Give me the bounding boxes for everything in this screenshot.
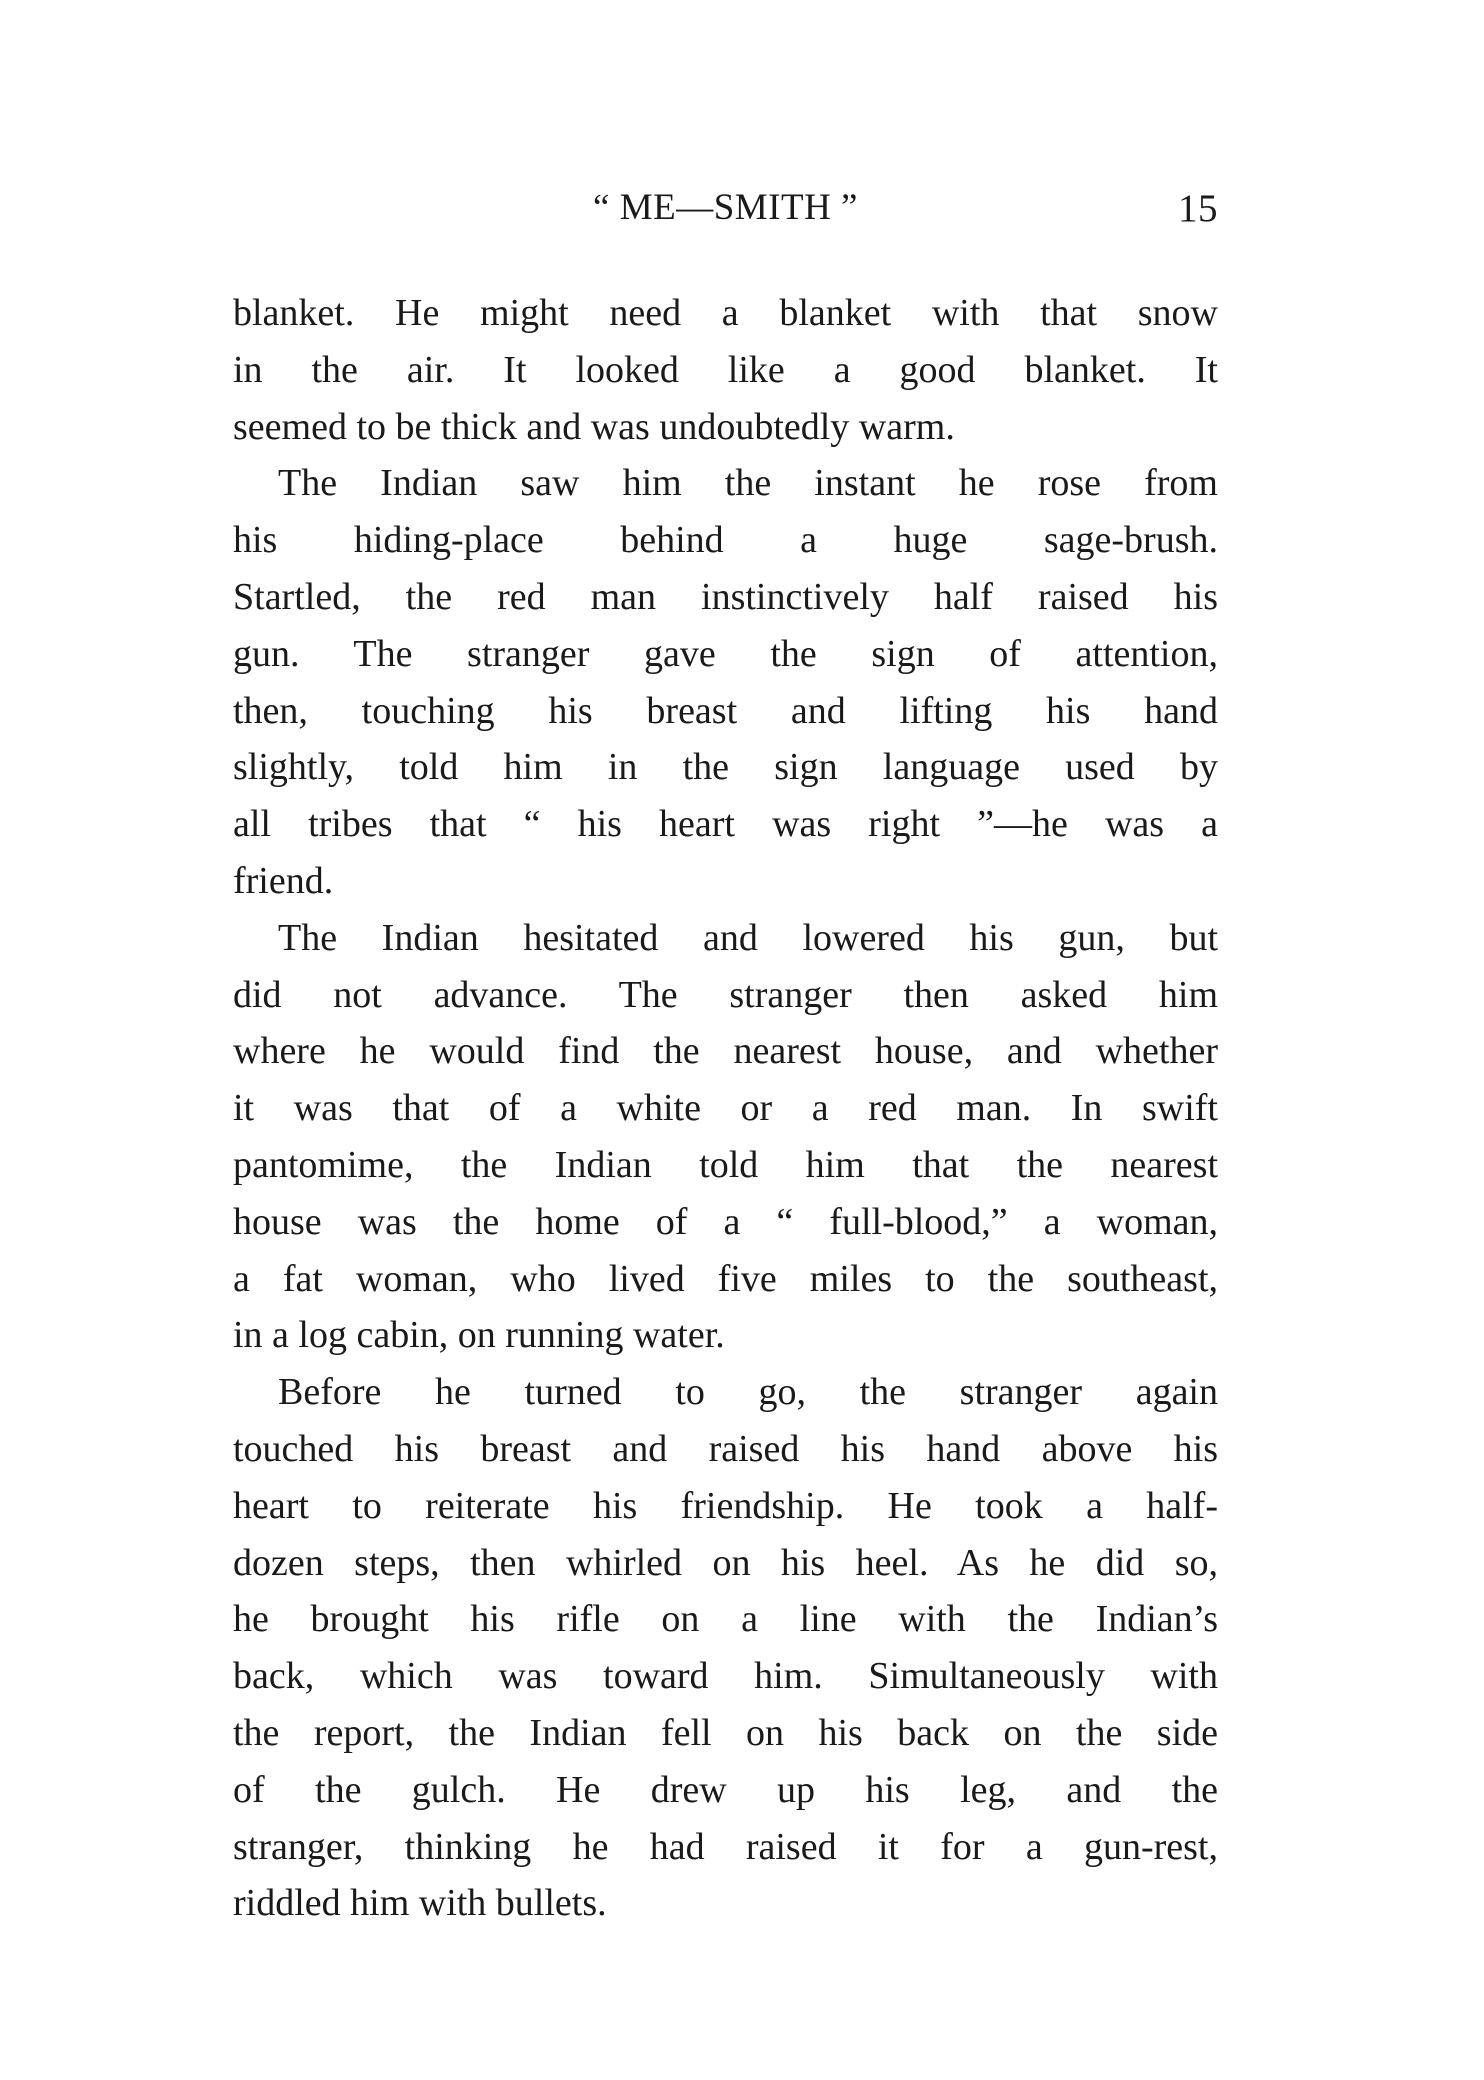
- paragraph: [233, 1364, 1218, 1932]
- text-line: the report, the Indian fell on his back on the side: [233, 1711, 1218, 1754]
- text-line: where he would find the nearest house, and whether: [233, 1030, 1218, 1073]
- text-line: blanket. He might need a blanket with that snow: [233, 292, 1218, 334]
- text-line: The Indian hesitated and lowered his gun, but: [278, 916, 1218, 959]
- text-line: gun. The stranger gave the sign of attention,: [233, 632, 1218, 675]
- text-line: in a log cabin, on running water.: [233, 1314, 725, 1357]
- paragraph: [233, 455, 1218, 909]
- text-line: stranger, thinking he had raised it for a gun-rest,: [233, 1825, 1218, 1868]
- text-line: it was that of a white or a red man. In swift: [233, 1087, 1218, 1130]
- text-line: Before he turned to go, the stranger again: [278, 1371, 1218, 1414]
- paragraph: [233, 910, 1218, 1364]
- text-line: heart to reiterate his friendship. He took a half-: [233, 1484, 1218, 1527]
- text-line: back, which was toward him. Simultaneously with: [233, 1655, 1218, 1698]
- text-line: he brought his rifle on a line with the Indian’s: [233, 1598, 1218, 1641]
- text-line: dozen steps, then whirled on his heel. As he did so,: [233, 1541, 1218, 1584]
- paragraph: [233, 285, 1218, 455]
- text-line: house was the home of a “ full-blood,” a woman,: [233, 1200, 1218, 1243]
- text-line: riddled him with bullets.: [233, 1882, 607, 1925]
- body-text: [233, 285, 1218, 1932]
- text-line: then, touching his breast and lifting his hand: [233, 689, 1218, 732]
- running-head: [233, 186, 1218, 242]
- text-line: all tribes that “ his heart was right ”—he was a: [233, 803, 1218, 846]
- running-title: “ ME—SMITH ”: [593, 187, 858, 228]
- text-line: his hiding-place behind a huge sage-brush.: [233, 519, 1218, 562]
- text-line: Startled, the red man instinctively half raised his: [233, 575, 1218, 618]
- text-line: friend.: [233, 859, 334, 902]
- text-line: The Indian saw him the instant he rose from: [278, 462, 1218, 505]
- page-number: 15: [1178, 187, 1218, 230]
- text-line: touched his breast and raised his hand above his: [233, 1427, 1218, 1470]
- text-line: pantomime, the Indian told him that the nearest: [233, 1143, 1218, 1186]
- text-line: of the gulch. He drew up his leg, and the: [233, 1768, 1218, 1811]
- text-line: did not advance. The stranger then asked him: [233, 973, 1218, 1016]
- text-line: slightly, told him in the sign language used by: [233, 746, 1218, 789]
- text-line: in the air. It looked like a good blanket. It: [233, 348, 1218, 391]
- text-line: seemed to be thick and was undoubtedly warm.: [233, 405, 955, 448]
- text-line: a fat woman, who lived five miles to the southeast,: [233, 1257, 1218, 1300]
